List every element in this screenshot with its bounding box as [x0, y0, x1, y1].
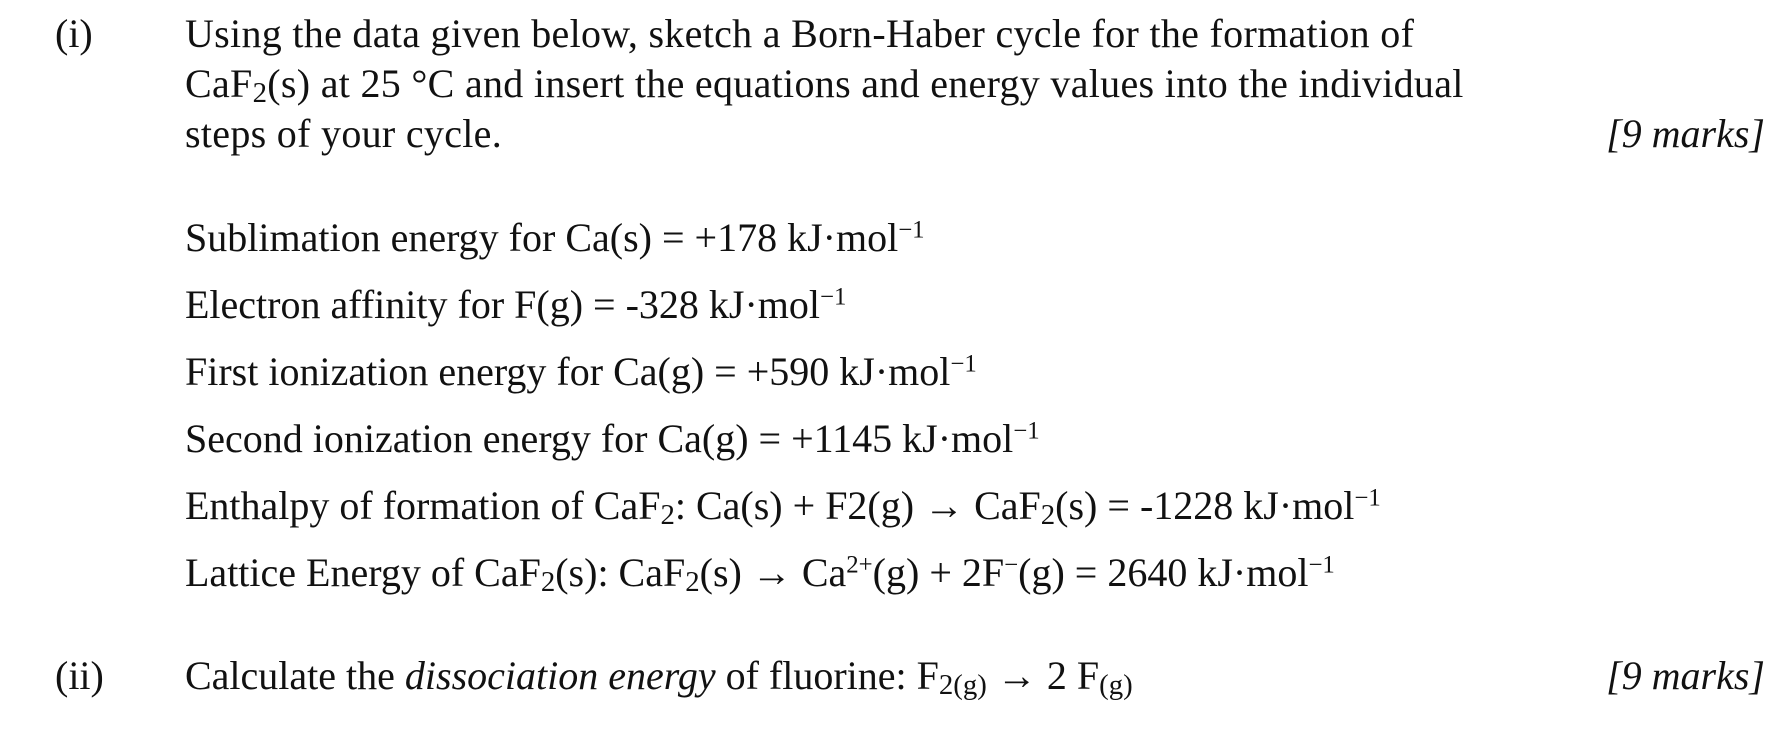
- enthalpy-formation-line: [185, 483, 1381, 532]
- unit-exponent: −1: [1354, 484, 1381, 512]
- subscript-2: 2: [540, 566, 556, 599]
- unit-exponent: −1: [1013, 417, 1040, 445]
- calcium-charge: 2+: [846, 551, 873, 579]
- subscript-g: (g): [1099, 669, 1133, 702]
- subscript-2: 2: [660, 499, 675, 532]
- part-ii-marks: [9 marks]: [1606, 653, 1765, 698]
- part-i-line-2: [185, 61, 1464, 110]
- unit-exponent: −1: [820, 283, 847, 311]
- subscript-2g: 2(g): [938, 669, 987, 702]
- enthalpy-text-a: Enthalpy of formation of CaF: [185, 483, 661, 528]
- sublimation-text: Sublimation energy for Ca(s) = +178 kJ·mol: [185, 215, 899, 260]
- first-ionization-text: First ionization energy for Ca(g) = +590 kJ·mol: [185, 349, 951, 394]
- part-ii-emphasis: dissociation energy: [404, 653, 716, 698]
- subscript-2: 2: [685, 566, 700, 599]
- part-ii-text-b: of fluorine: F: [715, 653, 939, 698]
- part-i-line-3: steps of your cycle.: [185, 111, 503, 156]
- subscript-2: 2: [1040, 499, 1056, 532]
- part-ii-label: (ii): [55, 653, 104, 698]
- lattice-text-e: (g) = 2640 kJ·mol: [1018, 550, 1309, 595]
- part-ii-text-a: Calculate the: [185, 653, 405, 698]
- part-ii-arrow: → 2 F: [986, 653, 1100, 698]
- first-ionization-line: [185, 349, 977, 394]
- unit-exponent: −1: [950, 350, 977, 378]
- part-i-marks: [9 marks]: [1606, 111, 1765, 156]
- line2-subscript: 2: [252, 77, 268, 110]
- part-i-label: (i): [55, 11, 93, 56]
- lattice-energy-line: [185, 550, 1335, 599]
- line2-caf: CaF: [185, 61, 253, 106]
- part-ii-question: [185, 653, 1133, 702]
- lattice-text-b: (s): CaF: [555, 550, 686, 595]
- part-i-line-1: Using the data given below, sketch a Born-Haber cycle for the formation of: [185, 11, 1415, 56]
- lattice-text-d: (g) + 2F: [872, 550, 1005, 595]
- electron-affinity-line: [185, 282, 847, 327]
- lattice-text-a: Lattice Energy of CaF: [185, 550, 541, 595]
- enthalpy-text-c: (s) = -1228 kJ·mol: [1055, 483, 1355, 528]
- unit-exponent: −1: [898, 216, 925, 244]
- fluoride-charge: −: [1004, 551, 1019, 579]
- second-ionization-line: [185, 416, 1040, 461]
- lattice-text-c: (s) → Ca: [699, 550, 847, 595]
- unit-exponent: −1: [1308, 551, 1335, 579]
- enthalpy-text-b: : Ca(s) + F2(g) → CaF: [674, 483, 1041, 528]
- second-ionization-text: Second ionization energy for Ca(g) = +1145 kJ·mol: [185, 416, 1014, 461]
- electron-affinity-text: Electron affinity for F(g) = -328 kJ·mol: [185, 282, 821, 327]
- line2-rest: (s) at 25 °C and insert the equations and energy values into the individual: [267, 61, 1464, 106]
- sublimation-energy-line: [185, 215, 925, 260]
